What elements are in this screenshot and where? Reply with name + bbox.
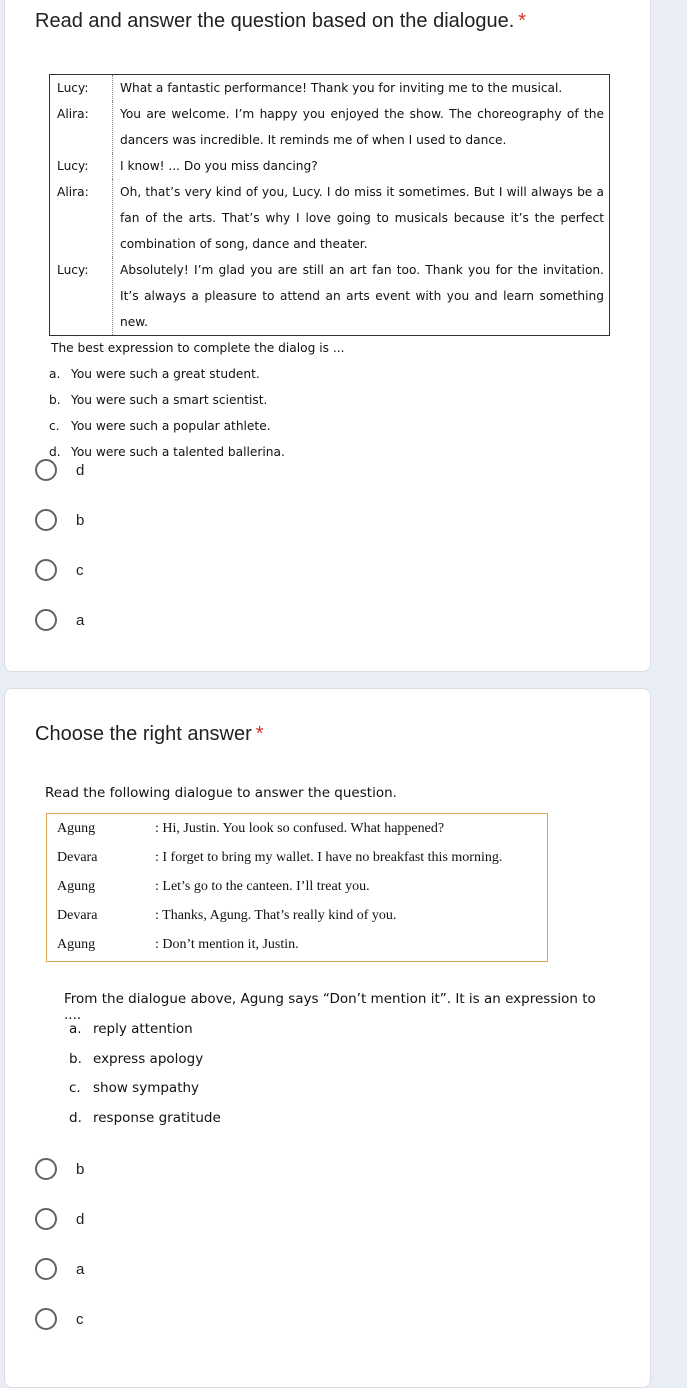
dialogue-table [49, 74, 610, 336]
option-text: You were such a talented ballerina. [71, 445, 285, 459]
dialogue-text: You are welcome. I’m happy you enjoyed the show. The choreography of the dancers was incredible. It reminds me of when I used to dance. [112, 101, 609, 153]
answer-options-list [49, 361, 611, 465]
dialogue-row [47, 818, 547, 847]
dialogue-text: Oh, that’s very kind of you, Lucy. I do miss it sometimes. But I will always be a fan of the arts. That’s why I love going to musicals because it’s the perfect combination of song, dance and theater. [112, 179, 609, 257]
option-letter: c. [69, 1080, 81, 1097]
radio-option-a[interactable] [35, 1244, 84, 1294]
option-letter: b. [69, 1050, 82, 1067]
radio-option-c[interactable] [35, 545, 84, 595]
radio-circle-icon[interactable] [35, 509, 57, 531]
dialogue-row [50, 179, 609, 257]
dialogue-row [50, 153, 609, 179]
radio-label: b [76, 511, 85, 529]
dialogue-row [47, 934, 547, 963]
radio-label: d [76, 1210, 85, 1228]
radio-group [35, 1144, 84, 1344]
question-title-text: Read and answer the question based on the dialogue. [35, 10, 515, 32]
answer-option [49, 439, 611, 465]
dialogue-row [50, 257, 609, 335]
question-title-text: Choose the right answer [35, 723, 252, 745]
radio-label: a [76, 611, 85, 629]
dialogue-text: : I forget to bring my wallet. I have no breakfast this morning. [155, 850, 503, 865]
question-prompt: The best expression to complete the dialog is ... [51, 341, 345, 355]
dialogue-text: : Let’s go to the canteen. I’ll treat you. [155, 879, 370, 894]
radio-option-d[interactable] [35, 1194, 84, 1244]
dialogue-speaker: Agung [57, 937, 96, 952]
radio-circle-icon[interactable] [35, 1158, 57, 1180]
question-title [35, 722, 264, 746]
option-text: response gratitude [93, 1109, 221, 1126]
radio-circle-icon[interactable] [35, 1258, 57, 1280]
answer-option [69, 1021, 221, 1051]
dialogue-text: : Thanks, Agung. That’s really kind of you. [155, 908, 397, 923]
radio-circle-icon[interactable] [35, 1208, 57, 1230]
dialogue-text: What a fantastic performance! Thank you for inviting me to the musical. [112, 75, 609, 101]
question-image [49, 74, 611, 465]
dialogue-row [47, 905, 547, 934]
option-text: You were such a great student. [71, 367, 260, 381]
dialogue-text: Absolutely! I’m glad you are still an art fan too. Thank you for the invitation. It’s always a pleasure to attend an arts event with you and learn something new. [112, 257, 609, 335]
radio-group [35, 445, 84, 645]
radio-label: c [76, 1310, 84, 1328]
radio-option-b[interactable] [35, 1144, 84, 1194]
question-prompt: From the dialogue above, Agung says “Don’t mention it”. It is an expression to .... [64, 991, 596, 1023]
radio-option-b[interactable] [35, 495, 84, 545]
option-letter: d. [69, 1109, 82, 1126]
dialogue-row [47, 847, 547, 876]
answer-option [69, 1110, 221, 1140]
dialogue-speaker: Lucy: [57, 159, 89, 173]
dialogue-speaker: Agung [57, 821, 96, 836]
answer-option [49, 361, 611, 387]
radio-circle-icon[interactable] [35, 559, 57, 581]
dialogue-text: : Hi, Justin. You look so confused. What happened? [155, 821, 445, 836]
option-letter: a. [69, 1021, 82, 1037]
answer-option [49, 387, 611, 413]
answer-option [69, 1051, 221, 1081]
radio-label: c [76, 561, 84, 579]
dialogue-speaker: Agung [57, 879, 96, 894]
dialogue-speaker: Lucy: [57, 263, 89, 277]
radio-option-c[interactable] [35, 1294, 84, 1344]
dialogue-intro: Read the following dialogue to answer the question. [45, 785, 397, 801]
answer-options-list [69, 1021, 221, 1139]
radio-option-a[interactable] [35, 595, 84, 645]
option-letter: b. [49, 393, 61, 407]
required-asterisk: * [518, 10, 527, 32]
radio-circle-icon[interactable] [35, 609, 57, 631]
radio-circle-icon[interactable] [35, 1308, 57, 1330]
radio-label: a [76, 1260, 85, 1278]
option-text: reply attention [93, 1021, 193, 1037]
option-text: You were such a popular athlete. [71, 419, 271, 433]
dialogue-speaker: Devara [57, 908, 98, 923]
question-image [45, 785, 605, 1126]
radio-circle-icon[interactable] [35, 459, 57, 481]
radio-label: b [76, 1160, 85, 1178]
question-card-1 [4, 0, 651, 672]
option-text: show sympathy [93, 1080, 200, 1097]
dialogue-row [47, 876, 547, 905]
option-text: express apology [93, 1050, 204, 1067]
dialogue-row [50, 101, 609, 153]
dialogue-text: I know! ... Do you miss dancing? [112, 153, 609, 179]
answer-option [49, 413, 611, 439]
option-letter: c. [49, 419, 60, 433]
option-text: You were such a smart scientist. [71, 393, 268, 407]
option-letter: a. [49, 367, 61, 381]
dialogue-speaker: Lucy: [57, 81, 89, 95]
dialogue-speaker: Alira: [57, 107, 89, 121]
answer-option [69, 1080, 221, 1110]
dialogue-table [46, 813, 548, 962]
question-title [35, 9, 526, 33]
option-letter: d. [49, 445, 61, 459]
dialogue-speaker: Devara [57, 850, 98, 865]
dialogue-text: : Don’t mention it, Justin. [155, 937, 299, 952]
dialogue-speaker: Alira: [57, 185, 89, 199]
question-card-2 [4, 688, 651, 1388]
radio-option-d[interactable] [35, 445, 84, 495]
required-asterisk: * [255, 723, 264, 745]
radio-label: d [76, 461, 85, 479]
dialogue-row [50, 75, 609, 101]
